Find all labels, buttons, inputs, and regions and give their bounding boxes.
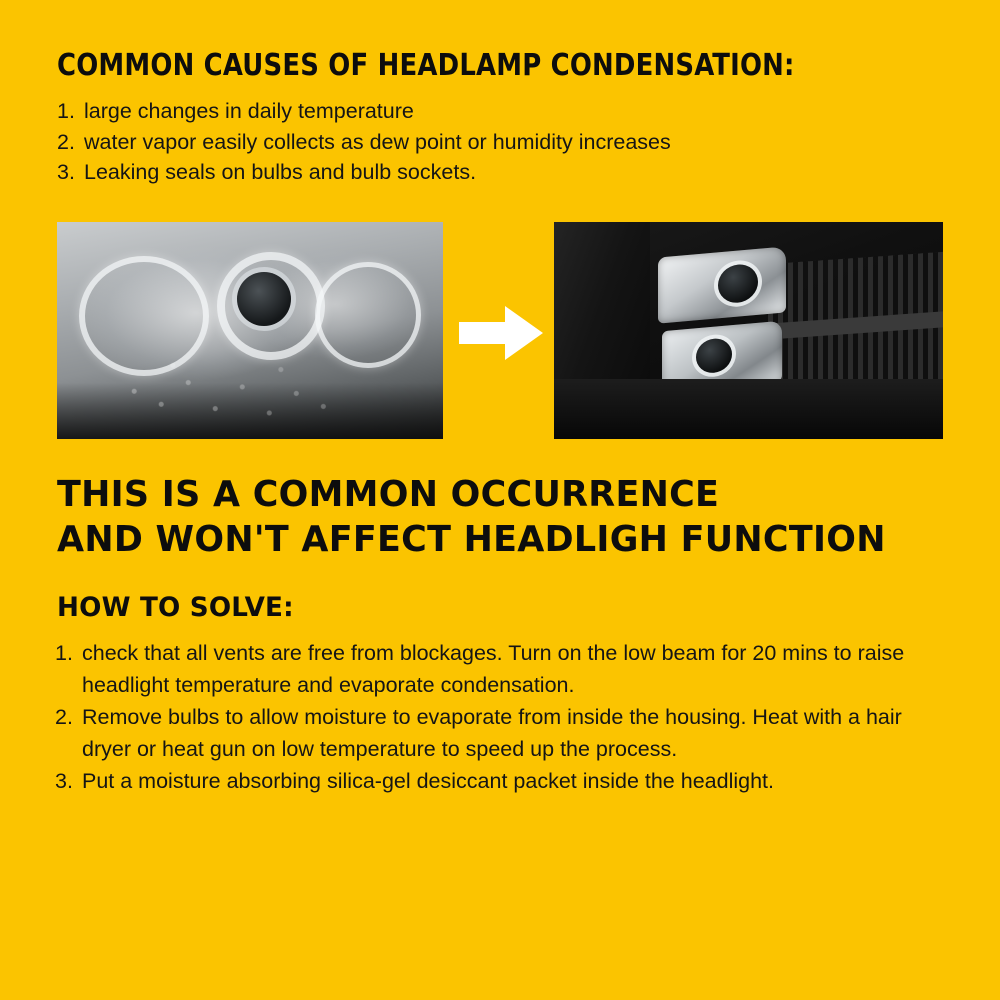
list-item-number: 1. <box>57 99 75 123</box>
comparison-images <box>57 222 943 439</box>
list-item-text: large changes in daily temperature <box>84 99 414 123</box>
clear-headlight-assembly <box>658 246 786 399</box>
list-item-text: Remove bulbs to allow moisture to evaporate from inside the housing. Heat with a hair dryer or heat gun on low temperature to speed up the process. <box>82 705 902 761</box>
list-item <box>57 157 937 188</box>
headlamp-ring-icon <box>79 256 209 376</box>
list-item-text: check that all vents are free from blockages. Turn on the low beam for 20 mins to raise headlight temperature and evaporate condensation. <box>82 641 905 697</box>
headlamp-ring-icon <box>315 262 421 368</box>
causes-heading: COMMON CAUSES OF HEADLAMP CONDENSATION: <box>57 48 795 83</box>
causes-list <box>57 96 937 188</box>
list-item <box>55 702 945 765</box>
projector-lens-icon <box>237 272 291 326</box>
list-item <box>55 638 945 701</box>
list-item-number: 1. <box>55 641 73 665</box>
solutions-list <box>55 638 945 799</box>
statement-block <box>57 472 886 563</box>
solve-heading: HOW TO SOLVE: <box>57 592 294 623</box>
list-item-text: Leaking seals on bulbs and bulb sockets. <box>84 160 477 185</box>
list-item <box>57 127 937 158</box>
statement-line-1: THIS IS A COMMON OCCURRENCE <box>57 474 720 515</box>
truck-bumper <box>554 379 943 439</box>
foggy-headlamp-photo <box>57 222 443 439</box>
statement-line-2: AND WON'T AFFECT HEADLIGH FUNCTION <box>57 519 886 561</box>
list-item <box>55 766 945 798</box>
list-item <box>57 96 937 127</box>
list-item-number: 2. <box>57 129 75 154</box>
list-item-text: water vapor easily collects as dew point or humidity increases <box>84 129 671 154</box>
list-item-number: 3. <box>57 160 75 185</box>
list-item-number: 2. <box>55 705 73 730</box>
right-arrow-icon <box>459 304 543 362</box>
list-item-text: Put a moisture absorbing silica-gel desiccant packet inside the headlight. <box>82 769 774 794</box>
truck-front-headlight-photo <box>554 222 943 439</box>
list-item-number: 3. <box>55 769 73 794</box>
